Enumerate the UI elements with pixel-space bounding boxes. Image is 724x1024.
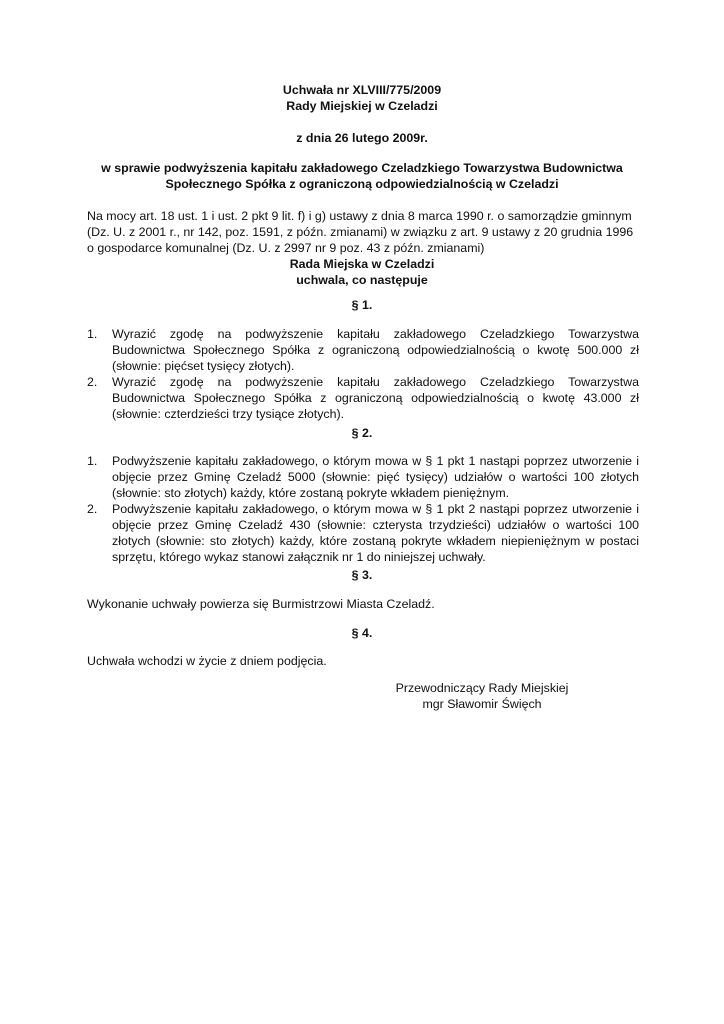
section-2-heading: § 2. <box>351 426 373 440</box>
legal-basis-line-2: (Dz. U. z 2001 r., nr 142, poz. 1591, z późn. zmianami) w związku z art. 9 ustawy z 20 grudnia 1996 <box>87 225 634 239</box>
section-1-list <box>87 326 639 422</box>
council-resolves <box>0 256 724 288</box>
section-4-text: Uchwała wchodzi w życie z dniem podjęcia. <box>87 654 327 668</box>
subject-line-1: w sprawie podwyższenia kapitału zakładowego Czeladzkiego Towarzystwa Budownictwa <box>101 161 623 175</box>
signature-block <box>392 680 572 712</box>
council-line-2: uchwala, co następuje <box>296 273 428 287</box>
item-text: Wyrazić zgodę na podwyższenie kapitału zakładowego Czeladzkiego Towarzystwa Budownictwa Społecznego Spółka z ograniczoną odpowiedzialnością o kwotę 43.000 zł (słownie: czterdzieści trzy tysiące złotych). <box>112 375 639 421</box>
item-number: 1. <box>87 454 98 468</box>
section-4-heading: § 4. <box>351 626 373 640</box>
section-1-item-1 <box>87 326 639 374</box>
item-number: 1. <box>87 327 98 341</box>
subject-line-2: Społecznego Spółka z ograniczoną odpowiedzialnością w Czeladzi <box>165 177 559 191</box>
resolution-number: Uchwała nr XLVIII/775/2009 <box>282 83 442 97</box>
item-text: Podwyższenie kapitału zakładowego, o którym mowa w § 1 pkt 1 nastąpi poprzez utworzenie i objęcie przez Gminę Czeladź 5000 (słownie: pięć tysięcy) udziałów o wartości 100 złotych (słownie: sto złotych) każdy, które zostaną pokryte wkładem pieniężnym. <box>112 454 639 500</box>
resolution-date: z dnia 26 lutego 2009r. <box>296 131 428 145</box>
resolution-title <box>0 82 724 114</box>
item-text: Podwyższenie kapitału zakładowego, o którym mowa w § 1 pkt 2 nastąpi poprzez utworzenie i objęcie przez Gminę Czeladź 430 (słownie: czterysta trzydzieści) udziałów o wartości 100 złotych (słownie: sto złotych) każdy, które zostaną pokryte wkładem niepieniężnym w postaci sprzętu, którego wykaz stanowi załącznik nr 1 do niniejszej uchwały. <box>112 502 639 564</box>
section-2-item-1 <box>87 453 639 501</box>
legal-basis <box>87 208 647 256</box>
section-1-heading: § 1. <box>351 298 373 312</box>
item-number: 2. <box>87 375 98 389</box>
legal-basis-line-3: o gospodarce komunalnej (Dz. U. z 2997 nr 9 poz. 43 z późn. zmianami) <box>87 241 485 255</box>
council-name: Rady Miejskiej w Czeladzi <box>286 99 438 113</box>
council-line-1: Rada Miejska w Czeladzi <box>289 257 435 271</box>
item-number: 2. <box>87 502 98 516</box>
item-text: Wyrazić zgodę na podwyższenie kapitału zakładowego Czeladzkiego Towarzystwa Budownictwa Społecznego Spółka z ograniczoną odpowiedzialnością o kwotę 500.000 zł (słownie: pięćset tysięcy złotych). <box>112 327 639 373</box>
section-1-item-2 <box>87 374 639 422</box>
section-2-list <box>87 453 639 565</box>
section-2-item-2 <box>87 501 639 565</box>
signatory-name: mgr Sławomir Święch <box>422 697 542 711</box>
section-3-text: Wykonanie uchwały powierza się Burmistrzowi Miasta Czeladź. <box>87 597 435 611</box>
legal-basis-line-1: Na mocy art. 18 ust. 1 i ust. 2 pkt 9 lit. f) i g) ustawy z dnia 8 marca 1990 r. o samorządzie gminnym <box>87 209 632 223</box>
section-3-heading: § 3. <box>351 568 373 582</box>
signatory-role: Przewodniczący Rady Miejskiej <box>395 681 569 695</box>
resolution-subject <box>0 160 724 192</box>
